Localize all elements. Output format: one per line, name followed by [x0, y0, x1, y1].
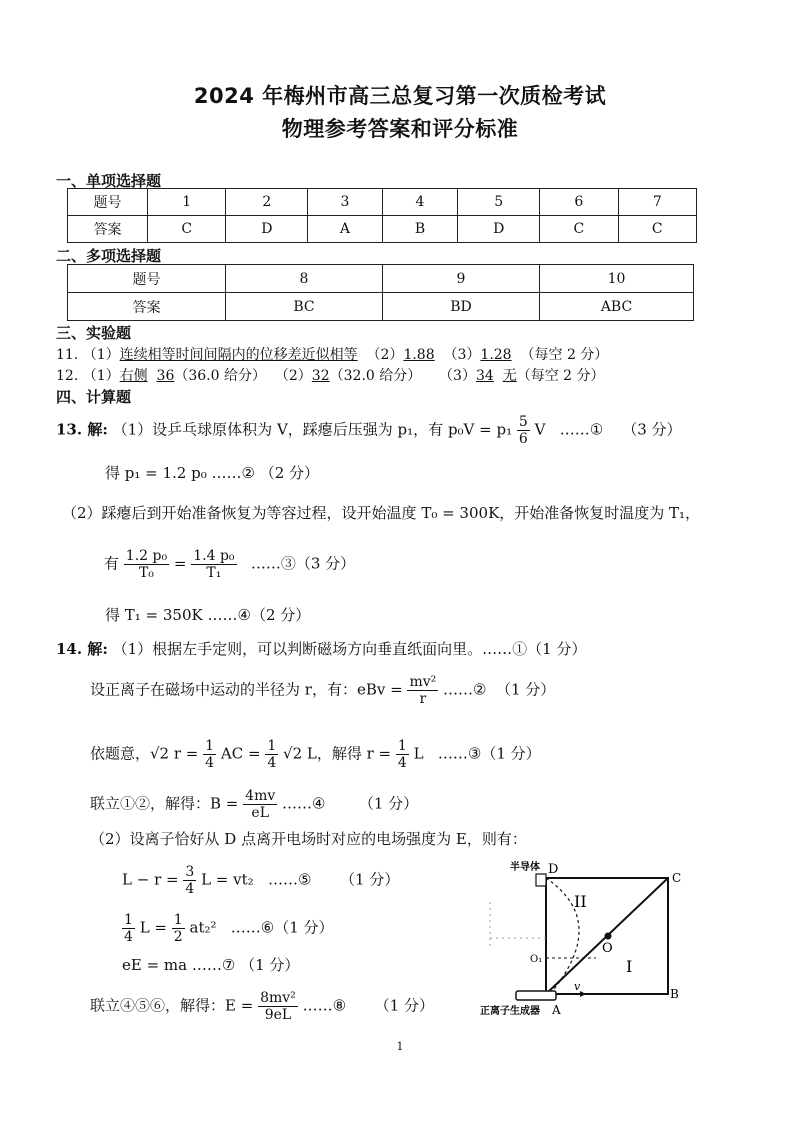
q14-text: ……② （1 分）	[443, 680, 556, 699]
q14-text: 联立①②，解得：B =	[90, 794, 239, 813]
denominator: 4	[205, 755, 215, 772]
q14-text: 设正离子在磁场中运动的半径为 r，有：eBv =	[90, 680, 403, 699]
q11-answer-3: 1.28	[480, 347, 512, 363]
q14-text: L =	[139, 918, 168, 937]
fraction	[517, 414, 530, 447]
q14-line-6	[122, 864, 399, 897]
fraction	[203, 738, 216, 771]
label-v: v	[574, 980, 581, 993]
denominator: 4	[185, 881, 195, 898]
table-cell: BC	[226, 293, 383, 321]
single-choice-table	[67, 188, 697, 243]
denominator: eL	[251, 805, 269, 822]
label-o: O	[602, 941, 613, 956]
fraction	[172, 912, 185, 945]
q11-answer-1: 连续相等时间间隔内的位移差近似相等	[119, 347, 358, 363]
q11-sep: （2）	[357, 347, 404, 363]
section-heading-experiment: 三、实验题	[56, 324, 132, 342]
table-cell: C	[540, 216, 618, 243]
q13-line-3: （2）踩瘪后到开始准备恢复为等容过程，设开始温度 T₀ = 300K，开始准备恢复时温度为 T₁，	[62, 504, 701, 522]
q12-answer-4: 34	[475, 368, 494, 384]
q11-lead: 11. （1）	[56, 347, 120, 363]
q14-text: ……⑧ （1 分）	[302, 996, 434, 1015]
denominator: 9eL	[264, 1007, 292, 1024]
table-cell: 3	[308, 189, 382, 216]
fraction	[124, 548, 169, 581]
q12-answer-3: 32	[311, 368, 330, 384]
fraction	[243, 788, 277, 821]
arrow-head	[580, 991, 586, 997]
table-row	[68, 216, 697, 243]
denominator: 6	[518, 431, 528, 448]
answer-q12	[56, 365, 605, 385]
q14-text: at₂² ……⑥（1 分）	[189, 918, 334, 937]
q11-score-note: （每空 2 分）	[511, 347, 609, 363]
table-header-cell: 答案	[68, 293, 226, 321]
table-cell: 6	[540, 189, 618, 216]
q13-text: V ……① （3 分）	[534, 420, 682, 439]
table-cell: D	[458, 216, 540, 243]
equals: =	[173, 554, 187, 573]
q13-line-1	[56, 414, 682, 447]
table-cell: C	[618, 216, 696, 243]
numerator: 1.4 p₀	[193, 548, 235, 564]
fraction	[122, 912, 135, 945]
q14-text: 依题意，√2 r =	[90, 744, 199, 763]
table-cell: 2	[226, 189, 308, 216]
label-o1: O₁	[530, 954, 543, 965]
q14-text: L = vt₂ ……⑤ （1 分）	[201, 870, 400, 889]
table-cell: 1	[148, 189, 226, 216]
table-cell: 7	[618, 189, 696, 216]
doc-subtitle: 物理参考答案和评分标准	[281, 117, 519, 141]
semiconductor-label: 半导体	[510, 862, 540, 873]
table-cell: 5	[458, 189, 540, 216]
q12-answer-5: 无	[502, 368, 517, 384]
q12-lead: 12. （1）	[56, 368, 120, 384]
answer-q11	[56, 344, 608, 364]
numerator: 8mv²	[260, 990, 296, 1006]
doc-title: 2024 年梅州市高三总复习第一次质检考试	[193, 84, 607, 108]
section-heading-single-choice: 一、单项选择题	[56, 172, 162, 190]
numerator: mv²	[409, 674, 437, 690]
multiple-choice-table	[67, 264, 694, 321]
q14-number: 14. 解:	[56, 640, 108, 658]
denominator: T₀	[138, 565, 154, 582]
q14-line-8: eE = ma ……⑦ （1 分）	[122, 956, 300, 974]
label-c: C	[672, 871, 682, 885]
q14-text: ……④ （1 分）	[282, 794, 419, 813]
denominator: 2	[173, 929, 183, 946]
fraction	[258, 990, 298, 1023]
q14-line-4	[90, 788, 418, 821]
table-cell: 4	[382, 189, 458, 216]
table-cell: D	[226, 216, 308, 243]
q14-text: L ……③（1 分）	[413, 744, 541, 763]
q13-text: ……③（3 分）	[250, 554, 356, 573]
table-header-cell: 题号	[68, 189, 148, 216]
region-ii-label: II	[574, 892, 587, 911]
table-header-cell: 题号	[68, 265, 226, 293]
table-cell: B	[382, 216, 458, 243]
region-i-label: I	[626, 957, 633, 976]
q13-line-5: 得 T₁ = 350K ……④（2 分）	[105, 606, 311, 624]
q12-answer-1: 右侧	[119, 368, 148, 384]
label-a: A	[552, 1003, 561, 1017]
q12-note: （32.0 给分） （3）	[329, 368, 476, 384]
table-header-cell: 答案	[68, 216, 148, 243]
table-row	[68, 293, 694, 321]
denominator: 4	[267, 755, 277, 772]
section-heading-calculation: 四、计算题	[56, 388, 132, 406]
denominator: r	[419, 691, 427, 708]
numerator: 1	[173, 912, 183, 928]
fraction	[265, 738, 278, 771]
table-cell: C	[148, 216, 226, 243]
q14-line-3	[90, 738, 541, 771]
table-cell: 10	[540, 265, 694, 293]
q14-text: L − r =	[122, 870, 179, 889]
q12-score-note: （每空 2 分）	[516, 368, 605, 384]
table-cell: 9	[383, 265, 540, 293]
denominator: T₁	[206, 565, 222, 582]
page-number: 1	[396, 1040, 404, 1053]
fraction	[396, 738, 409, 771]
ion-generator	[516, 991, 556, 1000]
numerator: 4mv	[245, 788, 276, 804]
fraction	[407, 674, 438, 707]
table-cell: A	[308, 216, 382, 243]
q14-line-1	[56, 638, 587, 659]
q13-text: 有	[104, 554, 120, 573]
numerator: 1	[397, 738, 407, 754]
q13-text: （1）设乒乓球原体积为 V，踩瘪后压强为 p₁，有 p₀V = p₁	[112, 420, 513, 439]
generator-label: 正离子生成器	[480, 1006, 540, 1017]
denominator: 4	[397, 755, 407, 772]
q11-sep: （3）	[434, 347, 481, 363]
q14-line-5: （2）设离子恰好从 D 点离开电场时对应的电场强度为 E，则有：	[90, 830, 527, 848]
q14-text: 联立④⑤⑥，解得：E =	[90, 996, 254, 1015]
q14-text: AC =	[220, 744, 261, 763]
numerator: 5	[518, 414, 528, 430]
q11-answer-2: 1.88	[403, 347, 435, 363]
numerator: 1.2 p₀	[125, 548, 168, 564]
table-row	[68, 189, 697, 216]
q13-line-4	[104, 548, 355, 581]
numerator: 1	[124, 912, 133, 928]
label-b: B	[670, 987, 679, 1001]
section-heading-multiple-choice: 二、多项选择题	[56, 247, 162, 265]
numerator: 1	[205, 738, 215, 754]
table-cell: ABC	[540, 293, 694, 321]
field-diagram	[470, 852, 700, 1022]
denominator: 4	[124, 929, 133, 946]
q14-line-7	[122, 912, 334, 945]
fraction	[183, 864, 196, 897]
q13-number: 13. 解:	[56, 420, 108, 439]
table-cell: 8	[226, 265, 383, 293]
q12-answer-2: 36	[156, 368, 175, 384]
numerator: 1	[267, 738, 277, 754]
q14-text: √2 L，解得 r =	[283, 744, 392, 763]
q14-line-9	[90, 990, 434, 1023]
q14-line-2	[90, 674, 555, 707]
label-d: D	[548, 862, 559, 877]
q12-note: （36.0 给分） （2）	[174, 368, 312, 384]
fraction	[191, 548, 236, 581]
center-point-o	[605, 933, 612, 940]
table-row	[68, 265, 694, 293]
q14-text: （1）根据左手定则，可以判断磁场方向垂直纸面向里。……①（1 分）	[112, 640, 587, 658]
q13-line-2: 得 p₁ = 1.2 p₀ ……② （2 分）	[105, 464, 320, 482]
numerator: 3	[185, 864, 195, 880]
semiconductor-block	[536, 874, 546, 886]
table-cell: BD	[383, 293, 540, 321]
